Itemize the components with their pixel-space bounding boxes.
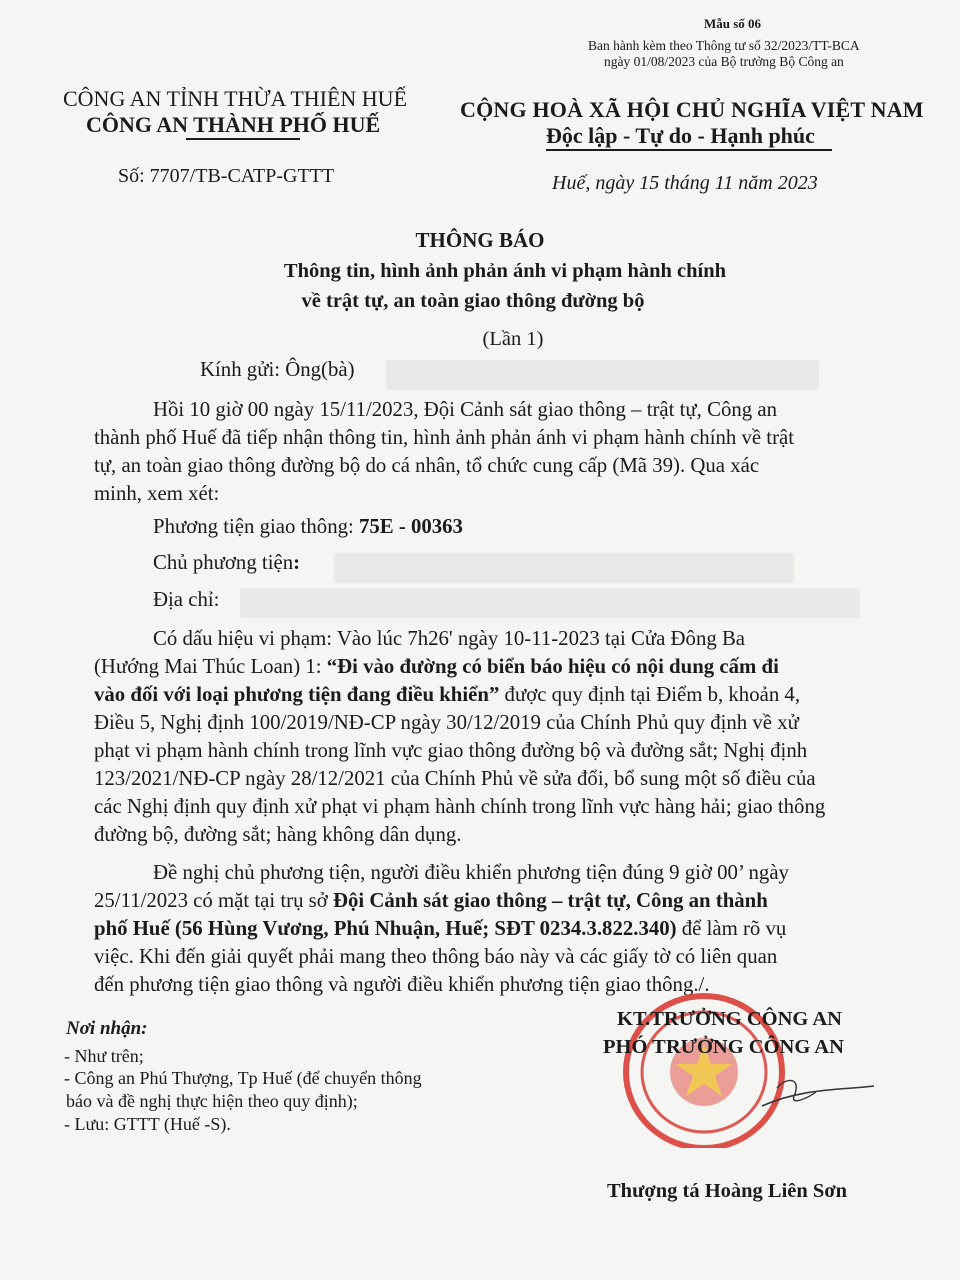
violation-desc-part-2: vào đối với loại phương tiện đang điều khiển”	[94, 683, 500, 706]
signature-title-2: PHÓ TRƯỞNG CÔNG AN	[603, 1036, 844, 1058]
address-label: Địa chỉ:	[153, 588, 220, 611]
recipient-item: - Như trên;	[64, 1046, 144, 1066]
place-date: Huế, ngày 15 tháng 11 năm 2023	[552, 172, 818, 194]
national-motto: Độc lập - Tự do - Hạnh phúc	[546, 123, 815, 148]
document-number: Số: 7707/TB-CATP-GTTT	[118, 165, 335, 187]
redacted-owner	[334, 553, 794, 583]
form-date-note: ngày 01/08/2023 của Bộ trưởng Bộ Công an	[604, 54, 844, 69]
agency-parent: CÔNG AN TỈNH THỪA THIÊN HUẾ	[63, 86, 408, 111]
violation-desc-part-1: “Đi vào đường có biển báo hiệu có nội dung cấm đi	[326, 655, 779, 678]
recipient-item: báo và đề nghị thực hiện theo quy định);	[66, 1091, 358, 1111]
document-title: THÔNG BÁO	[415, 228, 545, 252]
greeting: Kính gửi: Ông(bà)	[200, 358, 355, 381]
violation-line-3	[94, 683, 912, 707]
title-line-1: Thông tin, hình ảnh phản ánh vi phạm hành chính	[283, 260, 727, 282]
recipients-title: Nơi nhận:	[66, 1018, 148, 1039]
request-purpose: để làm rõ vụ	[676, 917, 787, 940]
signature-title-1: KT.TRƯỞNG CÔNG AN	[617, 1008, 842, 1030]
violation-location: (Hướng Mai Thúc Loan) 1:	[94, 655, 327, 678]
violation-line-2	[94, 655, 912, 679]
request-line-5: đến phương tiện giao thông và người điều khiển phương tiện giao thông./.	[94, 973, 710, 996]
motto-underline	[546, 149, 832, 151]
vehicle-label: Phương tiện giao thông:	[153, 515, 359, 538]
vehicle-line	[153, 515, 960, 539]
request-line-2	[94, 889, 912, 913]
paragraph-1-line-1: Hồi 10 giờ 00 ngày 15/11/2023, Đội Cảnh sát giao thông – trật tự, Công an	[153, 398, 777, 421]
request-address: phố Huế (56 Hùng Vương, Phú Nhuận, Huế; SĐT 0234.3.822.340)	[94, 917, 677, 940]
violation-line-7: các Nghị định quy định xử phạt vi phạm hành chính trong lĩnh vực hàng hải; giao thông	[94, 795, 826, 818]
republic-title: CỘNG HOÀ XÃ HỘI CHỦ NGHĨA VIỆT NAM	[460, 97, 924, 122]
request-line-3	[94, 917, 912, 941]
agency-name: CÔNG AN THÀNH PHỐ HUẾ	[86, 112, 381, 137]
violation-line-5: phạt vi phạm hành chính trong lĩnh vực giao thông đường bộ và đường sắt; Nghị định	[94, 739, 808, 762]
title-line-2: về trật tự, an toàn giao thông đường bộ	[301, 290, 645, 312]
owner-colon: :	[293, 551, 301, 574]
form-issued-note: Ban hành kèm theo Thông tư số 32/2023/TT-BCA	[588, 38, 860, 53]
request-line-1: Đề nghị chủ phương tiện, người điều khiển phương tiện đúng 9 giờ 00’ ngày	[153, 861, 789, 884]
violation-legal-ref: được quy định tại Điểm b, khoản 4,	[499, 683, 801, 706]
agency-underline	[186, 138, 300, 140]
redacted-address	[240, 588, 860, 618]
request-date-text: 25/11/2023 có mặt tại trụ sở	[94, 889, 333, 912]
violation-line-8: đường bộ, đường sắt; hàng không dân dụng.	[94, 823, 462, 846]
recipient-item: - Lưu: GTTT (Huế -S).	[64, 1114, 231, 1134]
signer-name: Thượng tá Hoàng Liên Sơn	[607, 1180, 848, 1202]
form-number: Mẫu số 06	[704, 16, 762, 31]
owner-label: Chủ phương tiện	[153, 551, 294, 574]
violation-line-4: Điều 5, Nghị định 100/2019/NĐ-CP ngày 30/12/2019 của Chính Phủ quy định về xử	[94, 711, 799, 734]
request-line-4: việc. Khi đến giải quyết phải mang theo thông báo này và các giấy tờ có liên quan	[94, 945, 778, 968]
redacted-recipient	[386, 360, 819, 390]
paragraph-1-line-2: thành phố Huế đã tiếp nhận thông tin, hình ảnh phản ánh vi phạm hành chính về trật	[94, 426, 795, 449]
vehicle-plate: 75E - 00363	[358, 515, 463, 538]
violation-line-1: Có dấu hiệu vi phạm: Vào lúc 7h26' ngày 10-11-2023 tại Cửa Đông Ba	[153, 627, 746, 650]
occurrence-note: (Lần 1)	[482, 328, 544, 350]
request-office: Đội Cảnh sát giao thông – trật tự, Công an thành	[332, 889, 768, 912]
paragraph-1-line-4: minh, xem xét:	[94, 482, 220, 505]
paragraph-1-line-3: tự, an toàn giao thông đường bộ do cá nhân, tổ chức cung cấp (Mã 39). Qua xác	[94, 454, 760, 477]
recipient-item: - Công an Phú Thượng, Tp Huế (để chuyển thông	[64, 1068, 422, 1088]
violation-line-6: 123/2021/NĐ-CP ngày 28/12/2021 của Chính Phủ về sửa đổi, bổ sung một số điều của	[94, 767, 816, 790]
